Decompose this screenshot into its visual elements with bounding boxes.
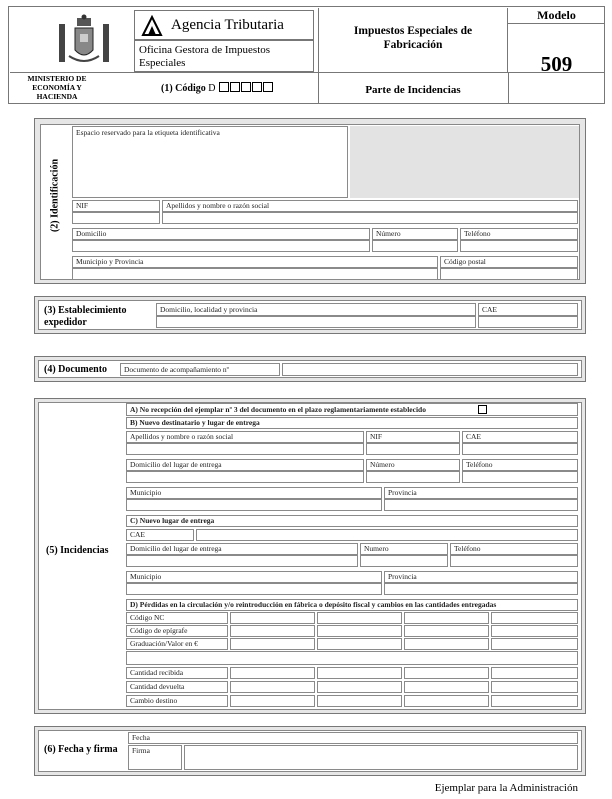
b-municipio-label: Municipio (130, 488, 162, 497)
apellidos-input[interactable] (162, 212, 578, 224)
d-value-input[interactable] (404, 695, 489, 707)
agency-name: Agencia Tributaria (171, 17, 284, 33)
codigo-box-5[interactable] (263, 82, 273, 92)
telefono-input[interactable] (460, 240, 578, 252)
apellidos-label: Apellidos y nombre o razón social (166, 201, 270, 210)
establecimiento-label: (3) Establecimiento expedidor (44, 305, 127, 328)
subtitle-divider (318, 73, 319, 104)
d-row-label: Cambio destino (130, 696, 178, 705)
d-value-input[interactable] (491, 638, 578, 650)
d-value-input[interactable] (404, 625, 489, 637)
municipio-label: Municipio y Provincia (76, 257, 144, 266)
d-value-input[interactable] (230, 638, 315, 650)
codigo-box-4[interactable] (252, 82, 262, 92)
d-value-input[interactable] (404, 612, 489, 624)
nif-label: NIF (76, 201, 89, 210)
form-subtitle: Parte de Incidencias (365, 84, 461, 96)
subtitle-divider-right (508, 73, 509, 104)
d-row-label: Código de epígrafe (130, 626, 188, 635)
b-telefono-label: Teléfono (466, 460, 493, 469)
domicilio-estab-label: Domicilio, localidad y provincia (160, 305, 258, 314)
b-numero-input[interactable] (366, 471, 460, 483)
d-value-input[interactable] (491, 625, 578, 637)
firma-input[interactable] (184, 745, 578, 770)
d-value-input[interactable] (230, 625, 315, 637)
c-provincia-label: Provincia (388, 572, 417, 581)
d-value-input[interactable] (491, 612, 578, 624)
domicilio-label-cell (72, 228, 370, 240)
b-apellidos-label: Apellidos y nombre o razón social (130, 432, 234, 441)
b-numero-label: Número (370, 460, 395, 469)
d-value-input[interactable] (404, 681, 489, 693)
b-nif-label: NIF (370, 432, 383, 441)
d-value-input[interactable] (491, 681, 578, 693)
d-value-input[interactable] (230, 695, 315, 707)
c-telefono-input[interactable] (450, 555, 578, 567)
c-cae-label: CAE (130, 530, 145, 539)
c-provincia-input[interactable] (384, 583, 578, 595)
form-title: Impuestos Especiales de Fabricación (353, 25, 473, 51)
b-domicilio-label: Domicilio del lugar de entrega (130, 460, 222, 469)
firma-label: Firma (132, 746, 150, 755)
d-title: D) Pérdidas en la circulación y/o reintroducción en fábrica o depósito fiscal y cambios en las cantidades entregadas (130, 600, 497, 609)
numero-input[interactable] (372, 240, 458, 252)
c-domicilio-label: Domicilio del lugar de entrega (130, 544, 222, 553)
c-municipio-input[interactable] (126, 583, 382, 595)
cae-estab-input[interactable] (478, 316, 578, 328)
c-numero-label: Numero (364, 544, 389, 553)
b-domicilio-input[interactable] (126, 471, 364, 483)
d-row-label: Graduación/Valor en € (130, 639, 198, 648)
codigo-label (161, 82, 273, 94)
d-value-input[interactable] (230, 681, 315, 693)
codigo-label-text: (1) Código (161, 83, 206, 94)
b-apellidos-input[interactable] (126, 443, 364, 455)
acompanamiento-label: Documento de acompañamiento nº (124, 365, 229, 374)
agency-logo-box (134, 10, 314, 40)
footer-text: Ejemplar para la Administración (434, 782, 578, 794)
c-telefono-label: Teléfono (454, 544, 481, 553)
b-cae-label: CAE (466, 432, 481, 441)
etiqueta-gray (350, 126, 579, 198)
agency-logo-icon (141, 15, 163, 42)
cp-label: Código postal (444, 257, 486, 266)
modelo-number: 509 (540, 52, 573, 76)
d-row-label: Código NC (130, 613, 165, 622)
b-municipio-cell (126, 487, 382, 499)
cae-estab-label: CAE (482, 305, 497, 314)
codigo-box-1[interactable] (219, 82, 229, 92)
d-value-input[interactable] (404, 667, 489, 679)
d-value-input[interactable] (230, 612, 315, 624)
domicilio-estab-input[interactable] (156, 316, 476, 328)
identificacion-label: (2) Identificación (49, 158, 61, 233)
c-title: C) Nuevo lugar de entrega (130, 516, 215, 525)
d-value-input[interactable] (404, 638, 489, 650)
d-value-input[interactable] (317, 612, 402, 624)
telefono-label: Teléfono (464, 229, 491, 238)
d-value-input[interactable] (230, 667, 315, 679)
d-spacer-row (126, 651, 578, 665)
d-row-label: Cantidad devuelta (130, 682, 185, 691)
b-provincia-input[interactable] (384, 499, 578, 511)
office-name: Oficina Gestora de Impuestos Especiales (139, 44, 271, 69)
b-provincia-label: Provincia (388, 488, 417, 497)
d-value-input[interactable] (317, 667, 402, 679)
municipio-input[interactable] (72, 268, 438, 280)
c-numero-input[interactable] (360, 555, 448, 567)
documento-label: (4) Documento (44, 364, 108, 375)
b-nif-input[interactable] (366, 443, 460, 455)
domicilio-input[interactable] (72, 240, 370, 252)
c-municipio-label: Municipio (130, 572, 162, 581)
d-value-input[interactable] (491, 695, 578, 707)
incidencias-label: (5) Incidencias (46, 545, 109, 556)
d-value-input[interactable] (317, 681, 402, 693)
acompanamiento-input[interactable] (282, 363, 578, 376)
numero-label: Número (376, 229, 401, 238)
cp-input[interactable] (440, 268, 578, 280)
c-municipio-cell (126, 571, 382, 583)
b-telefono-input[interactable] (462, 471, 578, 483)
fecha-firma-label: (6) Fecha y firma (44, 744, 118, 755)
b-municipio-input[interactable] (126, 499, 382, 511)
d-row-label: Cantidad recibida (130, 668, 184, 677)
d-value-input[interactable] (317, 638, 402, 650)
a-title: A) No recepción del ejemplar nº 3 del documento en el plazo reglamentariamente establecido (130, 405, 426, 414)
d-value-input[interactable] (317, 695, 402, 707)
domicilio-label: Domicilio (76, 229, 107, 238)
modelo-label: Modelo (537, 8, 576, 22)
codigo-box-2[interactable] (230, 82, 240, 92)
modelo-divider (508, 23, 605, 24)
nif-input[interactable] (72, 212, 160, 224)
d-value-input[interactable] (491, 667, 578, 679)
d-value-input[interactable] (317, 625, 402, 637)
c-domicilio-input[interactable] (126, 555, 358, 567)
a-checkbox[interactable] (478, 405, 487, 414)
b-title: B) Nuevo destinatario y lugar de entrega (130, 418, 260, 427)
office-name-box (134, 40, 314, 72)
c-cae-input[interactable] (196, 529, 578, 541)
ministry-label: MINISTERIO DE ECONOMÍA Y HACIENDA (27, 74, 87, 101)
coat-of-arms-icon (55, 12, 113, 70)
b-cae-input[interactable] (462, 443, 578, 455)
fecha-label: Fecha (132, 733, 150, 742)
codigo-box-3[interactable] (241, 82, 251, 92)
etiqueta-label: Espacio reservado para la etiqueta identificativa (76, 128, 220, 137)
fecha-cell (128, 732, 578, 744)
codigo-prefix: D (208, 83, 216, 94)
